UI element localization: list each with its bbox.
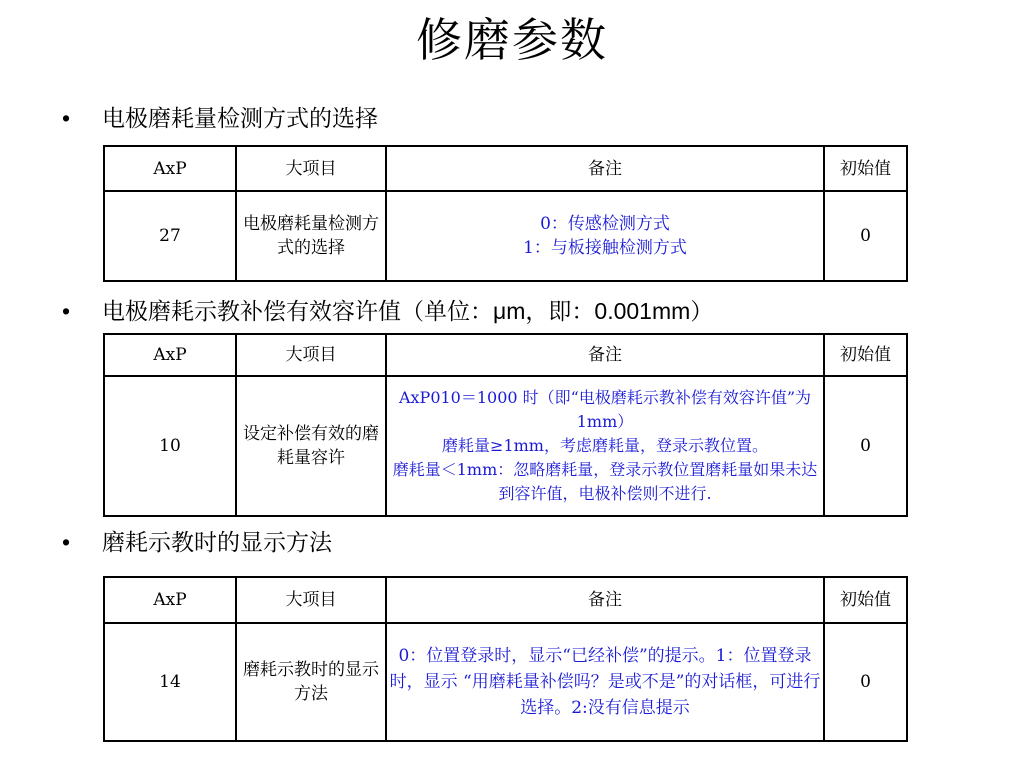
cell-item: 电极磨耗量检测方式的选择	[236, 191, 386, 281]
header-item: 大项目	[236, 146, 386, 191]
section-heading-tolerance: • 电极磨耗示教补偿有效容许值（单位：μm，即：0.001mm）	[62, 295, 713, 328]
note-line: 0：位置登录时，显示“已经补偿”的提示。1：位置登录时，显示 “用磨耗量补偿吗？是或不是”的对话框，可进行选择。2:没有信息提示	[389, 646, 821, 718]
table-row	[104, 623, 907, 741]
cell-note	[386, 623, 824, 741]
header-note: 备注	[386, 146, 824, 191]
cell-axp: 27	[104, 191, 236, 281]
cell-initial: 0	[824, 623, 907, 741]
bullet-dot: •	[62, 105, 71, 131]
cell-item: 设定补偿有效的磨耗量容许	[236, 376, 386, 516]
cell-axp: 10	[104, 376, 236, 516]
header-initial: 初始值	[824, 146, 907, 191]
note-line: AxP010＝1000 时（即“电极磨耗示教补偿有效容许值”为 1mm）	[398, 388, 812, 431]
table-header-row	[104, 146, 907, 191]
header-item: 大项目	[236, 577, 386, 623]
param-table-detection-method	[103, 145, 908, 282]
note-line: 0：传感检测方式	[540, 214, 670, 234]
header-initial: 初始值	[824, 577, 907, 623]
param-table-tolerance	[103, 333, 908, 517]
header-axp: AxP	[104, 334, 236, 376]
cell-note	[386, 191, 824, 281]
section-heading-detection-method: • 电极磨耗量检测方式的选择	[62, 102, 378, 135]
note-line: 磨耗量≥1mm，考虑磨耗量，登录示教位置。	[442, 436, 768, 455]
cell-item: 磨耗示教时的显示方法	[236, 623, 386, 741]
cell-note	[386, 376, 824, 516]
bullet-dot: •	[62, 298, 71, 324]
cell-initial: 0	[824, 376, 907, 516]
cell-initial: 0	[824, 191, 907, 281]
section-heading-display-method: • 磨耗示教时的显示方法	[62, 526, 332, 559]
header-item: 大项目	[236, 334, 386, 376]
table-header-row	[104, 577, 907, 623]
header-note: 备注	[386, 334, 824, 376]
cell-axp: 14	[104, 623, 236, 741]
note-line: 1：与板接触检测方式	[523, 238, 687, 258]
header-axp: AxP	[104, 146, 236, 191]
page-title: 修磨参数	[416, 13, 608, 67]
bullet-dot: •	[62, 529, 71, 555]
table-row	[104, 376, 907, 516]
header-axp: AxP	[104, 577, 236, 623]
table-row	[104, 191, 907, 281]
table-header-row	[104, 334, 907, 376]
note-line: 磨耗量＜1mm：忽略磨耗量，登录示教位置磨耗量如果未达到容许值，电极补偿则不进行.	[392, 460, 818, 503]
header-initial: 初始值	[824, 334, 907, 376]
header-note: 备注	[386, 577, 824, 623]
param-table-display-method	[103, 576, 908, 742]
